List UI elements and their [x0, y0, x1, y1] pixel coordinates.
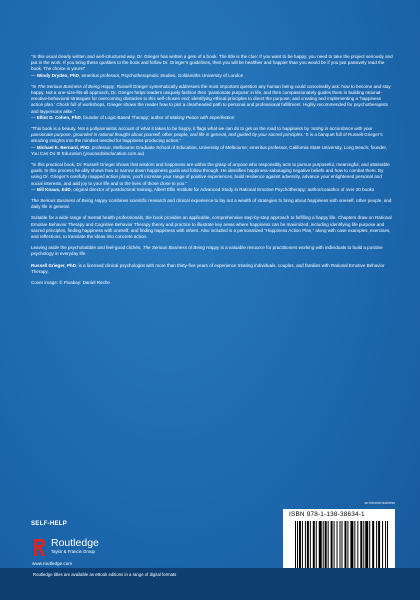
informa-label: an informa business	[364, 501, 395, 505]
publisher-logo	[33, 537, 133, 559]
review-text-emphasis: ‘acting in accordance with your passionate purpose, grounded in rational thought about yourself, other people, and life in general, and guided by your sacred principles.’	[31, 126, 373, 138]
book-title: The Serious Business of Being Happy	[37, 83, 115, 89]
author-bio-text: , is a licensed clinical psychologist with more than thirty-five years of experience treating individuals, couples, and families with Rational Emotive Behavior Therapy.	[31, 262, 385, 274]
summary-text: is a valuable resource for practitioners working with individuals to build a positive psychology in everyday life.	[31, 245, 383, 257]
description-summary	[31, 245, 393, 257]
review-text-end: It is a banquet full of Russell Grieger’s amazing insights into the mindset needed for happiness-producing action.”	[31, 132, 383, 144]
back-cover-text	[31, 54, 393, 291]
review-attribution: — Elliot D. Cohen, PhD, founder of Logic-Based Therapy; author of Making Peace with Imperfection	[31, 114, 235, 120]
reviewer-book-title: Making Peace with Imperfection	[169, 114, 235, 120]
barcode-bars	[295, 521, 389, 575]
review-3	[31, 126, 393, 157]
reviewer-affiliation: , professor, Melbourne Graduate School of Education, University of Melbourne; emeritus professor, California State University, Long Beach; founder, You Can Do It! Education (youcandoiteducation.com.au)	[31, 144, 388, 156]
review-text: “In this practical book, Dr. Russell Grieger shows that wisdom and happiness are within the grasp of anyone who responsibly acts to pursue purposeful, meaningful, and attainable goals. In this process he ably shows how to narrow down happiness goals and follow through. He identifies happiness-sabotaging negative beliefs and how to combat them. By using Dr. Grieger’s carefully mapped action plans, you’ll increase your range of positive experiences, build resilience against adversity, advance your enlightened personal and social interests, and add joy to your life and to the lives of those close to you.”	[31, 162, 390, 186]
review-2	[31, 84, 393, 121]
book-title: The Serious Business of Being Happy	[31, 198, 108, 204]
description-body: Suitable for a wide range of mental health professionals, the book provides an applicable, comprehensive step-by-step approach to fulfilling a happy life. Chapters draw on Rational Emotive Behavior Therapy and Cognitive Behavior Therapy theory and practice to illustrate key areas where happiness can be maximized, including identifying life purpose and sacred principles, finding happiness with oneself, and finding happiness with others. Also included is a personalized “Happiness Action Plan,” along with case examples, exercises, and reflections, to translate the ideas into concrete action.	[31, 215, 392, 240]
reviewer-affiliation: , original director of postdoctoral training, Albert Ellis Institute for Advanced Study in Rational Emotive Psychotherapy; author/coauthor of over 20 books	[70, 186, 375, 192]
ebook-note: Routledge titles are available as eBook editions in a range of digital formats	[33, 572, 177, 577]
routledge-logo-icon	[33, 538, 46, 557]
description-intro-text: combines scientific research and clinical experience to lay out a wealth of strategies to bring about happiness with oneself, other people, and daily life in general.	[31, 198, 392, 210]
reviewer-affiliation: , emeritus professor, Psychotherapeutic Studies, Goldsmiths University of London	[78, 72, 244, 78]
category-label: SELF-HELP	[31, 521, 68, 527]
review-attribution: — Windy Dryden, PhD, emeritus professor, Psychotherapeutic Studies, Goldsmiths University of London	[31, 72, 244, 78]
book-title: The Serious Business of Being Happy	[142, 245, 220, 251]
review-1	[31, 54, 393, 79]
reviewer-name: Elliot D. Cohen, PhD	[36, 114, 81, 120]
isbn-label: ISBN 978-1-138-38634-1	[289, 511, 365, 518]
review-text: , Russell Grieger systematically addresses the most important question any human being could conceivably ask: how to become and stay happy. Not a one-size-fits-all approach, Dr. Grieger helps readers uniquely fashion their ‘passionate purpose’ in life, and then compassionately guides them in building rational-emotive-behavioral strategies for overcoming obstacles to this self-chosen end; identifying ethical principles to direct the purpose; and creating and implementing a ‘happiness action plan.’ Chock full of workshops, Grieger shows the reader how to plot a clearheaded path to personal and professional fulfillment. Highly recommended for psychotherapists and laypersons alike.”	[31, 83, 391, 114]
publisher-subtitle: Taylor & Francis Group	[51, 549, 95, 554]
review-text: “This book is a beauty. Not a pollyannaistic account of what it takes to be happy, it flags what we can do to get on the road to happiness by	[31, 126, 311, 132]
review-attribution: — Bill Knaus, EdD, original director of postdoctoral training, Albert Ellis Institute for Advanced Study in Rational Emotive Psychotherapy; author/coauthor of over 20 books	[31, 186, 375, 192]
description-intro	[31, 198, 393, 210]
reviewer-name: Windy Dryden, PhD	[36, 72, 79, 78]
reviewer-name: Bill Knaus, EdD	[36, 186, 71, 192]
review-text: “In this usual clearly written and well-structured way, Dr. Grieger has written a gem of a book. The title is the clue: If you want to be happy, you need to take the project seriously and put in the work. If you bring these qualities to the book and follow Dr. Grieger’s guidelines, then you will be healthier and happier than you would be if you just passively read the book. The choice is yours!”	[31, 54, 393, 72]
review-4	[31, 162, 393, 193]
reviewer-affiliation: , founder of Logic-Based Therapy; author of	[80, 114, 170, 120]
review-text-lead: “In	[31, 83, 38, 89]
review-attribution: — Michael E. Bernard, PhD, professor, Melbourne Graduate School of Education, University of Melbourne; emeritus professor, California State University, Long Beach; founder, You Can Do It! Education (youcandoiteducation.com.au)	[31, 144, 388, 156]
summary-lead: Leaving aside the psychobabble and feel-good clichés,	[31, 245, 143, 251]
reviewer-name: Michael E. Bernard, PhD	[36, 144, 90, 150]
bottom-bar	[0, 568, 420, 600]
author-name: Russell Grieger, PhD	[31, 262, 76, 268]
cover-credit: Cover image: © Pixabay: Daniel Reche	[31, 280, 110, 286]
author-bio	[31, 263, 393, 275]
publisher-url: www.routledge.com	[32, 561, 73, 566]
publisher-name: Routledge	[51, 537, 99, 549]
